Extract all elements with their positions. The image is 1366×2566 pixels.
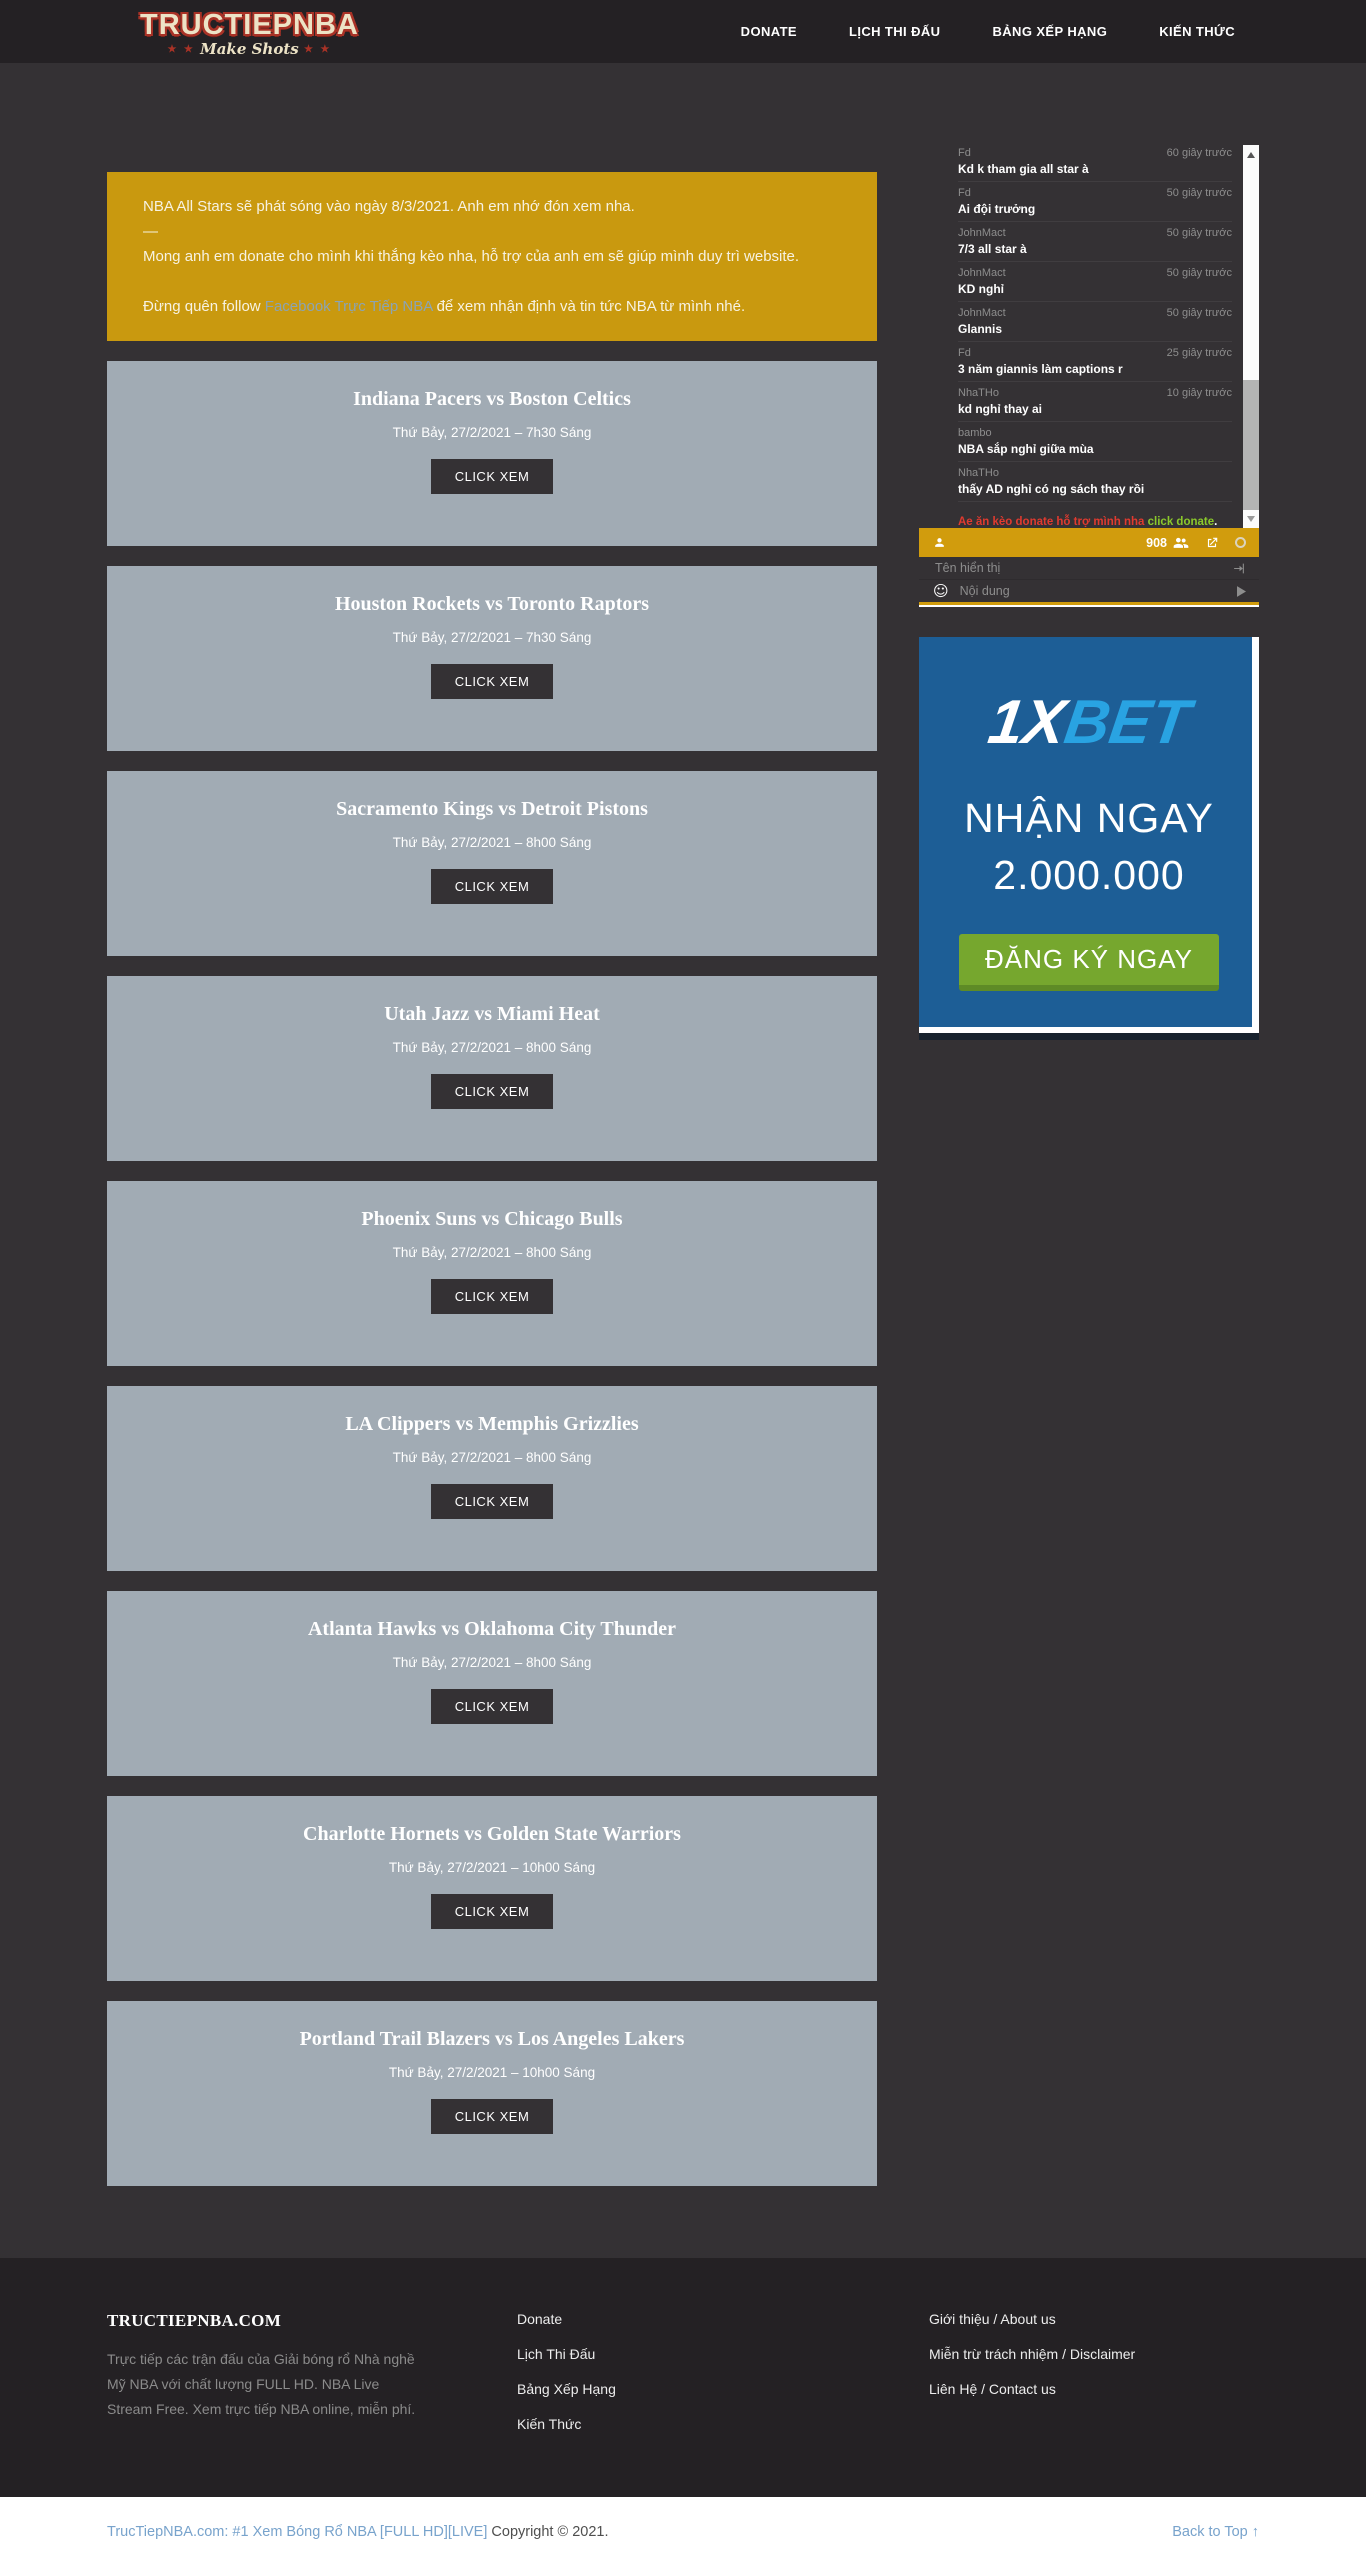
chat-message (958, 142, 1232, 182)
click-xem-button[interactable]: CLICK XEM (431, 2099, 554, 2134)
external-link-icon[interactable] (1205, 536, 1219, 550)
click-xem-button[interactable]: CLICK XEM (431, 664, 554, 699)
chat-text: 3 năm giannis làm captions r (958, 362, 1123, 376)
chat-username: NhaTHo (958, 387, 999, 399)
game-title: Houston Rockets vs Toronto Raptors (334, 593, 650, 615)
game-card (107, 361, 877, 546)
logo-stars-left-icon: ★ ★ (167, 43, 195, 55)
announcement-line3 (143, 294, 841, 319)
footer-link-lich-thi-dau[interactable]: Lịch Thi Đấu (517, 2346, 596, 2362)
game-title: Phoenix Suns vs Chicago Bulls (361, 1208, 623, 1230)
chat-text: Kd k tham gia all star à (958, 162, 1089, 176)
content-area (0, 63, 1366, 2258)
chat-timestamp: 50 giây trước (1166, 307, 1232, 319)
nav-item-kien-thuc[interactable]: KIẾN THỨC (1159, 24, 1235, 39)
game-card (107, 771, 877, 956)
send-icon[interactable] (1237, 586, 1246, 597)
chat-message (958, 382, 1232, 422)
footer-info-column (929, 2311, 1135, 2416)
chat-timestamp: 50 giây trước (1166, 267, 1232, 279)
donate-announcement-text: Ae ăn kèo donate hỗ trợ mình nha (958, 516, 1148, 528)
site-logo[interactable] (140, 7, 359, 57)
game-card (107, 976, 877, 1161)
chat-text: kd nghỉ thay ai (958, 402, 1043, 416)
ad-amount: 2.000.000 (993, 852, 1185, 899)
game-title: Charlotte Hornets vs Golden State Warriors (303, 1823, 681, 1845)
footer-brand: TRUCTIEPNBA.COM (107, 2311, 282, 2330)
nav-item-bang-xep-hang[interactable]: BẢNG XẾP HẠNG (992, 24, 1108, 39)
announcement-divider: — (143, 223, 158, 240)
chat-username: bambo (958, 427, 992, 439)
announcement-line3-prefix: Đừng quên follow (143, 298, 265, 315)
main-nav (741, 24, 1235, 39)
chat-timestamp: 60 giây trước (1166, 147, 1232, 159)
footer-link-bang-xep-hang[interactable]: Bảng Xếp Hạng (517, 2381, 616, 2397)
chat-white-underline (919, 605, 1259, 607)
chat-donate-announcement (958, 512, 1232, 528)
game-datetime: Thứ Bảy, 27/2/2021 – 8h00 Sáng (392, 1245, 592, 1260)
sidebar (919, 142, 1259, 1040)
game-card (107, 1386, 877, 1571)
chat-toolbar (919, 528, 1259, 557)
click-xem-button[interactable]: CLICK XEM (431, 1894, 554, 1929)
footer (0, 2258, 1366, 2497)
1xbet-logo-bet: BET (1060, 688, 1194, 757)
game-datetime: Thứ Bảy, 27/2/2021 – 8h00 Sáng (392, 1655, 592, 1670)
chat-timestamp: 50 giây trước (1166, 227, 1232, 239)
chat-message-list (919, 142, 1259, 528)
main-column (107, 172, 877, 2186)
display-name-input[interactable] (933, 560, 1232, 576)
sign-in-icon[interactable] (1232, 562, 1246, 575)
ad-scrollbar[interactable] (1252, 637, 1259, 1027)
chat-message (958, 462, 1232, 502)
site-home-link[interactable]: TrucTiepNBA.com: #1 Xem Bóng Rổ NBA [FULL HD][LIVE] (107, 2523, 488, 2540)
chat-message (958, 422, 1232, 462)
click-xem-button[interactable]: CLICK XEM (431, 1689, 554, 1724)
announcement-line2: Mong anh em donate cho mình khi thắng kèo nha, hỗ trợ của anh em sẽ giúp mình duy trì website. (143, 248, 800, 265)
chat-text: Ai đội trưởng (958, 202, 1036, 216)
footer-link-contact[interactable]: Liên Hệ / Contact us (929, 2381, 1056, 2397)
scroll-down-icon[interactable] (1243, 510, 1259, 526)
chat-timestamp: 10 giây trước (1166, 387, 1232, 399)
footer-link-kien-thuc[interactable]: Kiến Thức (517, 2416, 582, 2432)
online-count: 908 (1146, 535, 1167, 550)
nav-item-lich-thi-dau[interactable]: LỊCH THI ĐẤU (848, 24, 941, 39)
emoji-icon[interactable]: ☺ (933, 581, 949, 600)
game-datetime: Thứ Bảy, 27/2/2021 – 8h00 Sáng (392, 1040, 592, 1055)
click-xem-button[interactable]: CLICK XEM (431, 459, 554, 494)
chat-username: JohnMact (958, 227, 1006, 239)
game-card (107, 566, 877, 751)
chat-text: NBA sắp nghỉ giữa mùa (958, 442, 1094, 456)
chat-username: Fd (958, 347, 971, 359)
game-datetime: Thứ Bảy, 27/2/2021 – 8h00 Sáng (392, 1450, 592, 1465)
chat-scrollbar[interactable] (1243, 145, 1259, 528)
logo-subtitle-text: Make Shots (200, 39, 299, 58)
chat-username: Fd (958, 187, 971, 199)
chat-username: NhaTHo (958, 467, 999, 479)
game-card (107, 1591, 877, 1776)
click-donate-link[interactable]: click donate (1147, 516, 1215, 528)
announcement-line3-suffix: để xem nhận định và tin tức NBA từ mình nhé. (432, 298, 746, 315)
copyright-line (107, 2524, 609, 2540)
ad-banner-wrap (919, 637, 1259, 1040)
1xbet-logo (919, 637, 1259, 757)
bottom-bar (0, 2497, 1366, 2566)
game-datetime: Thứ Bảy, 27/2/2021 – 8h00 Sáng (392, 835, 592, 850)
header (0, 0, 1366, 63)
game-title: Sacramento Kings vs Detroit Pistons (336, 798, 648, 820)
chat-widget (919, 142, 1259, 607)
game-title: Indiana Pacers vs Boston Celtics (353, 388, 631, 410)
game-datetime: Thứ Bảy, 27/2/2021 – 7h30 Sáng (392, 630, 592, 645)
chat-message (958, 302, 1232, 342)
game-datetime: Thứ Bảy, 27/2/2021 – 10h00 Sáng (388, 1860, 596, 1875)
chat-name-row (919, 557, 1259, 580)
chat-message (958, 222, 1232, 262)
1xbet-ad-banner[interactable] (919, 637, 1259, 1027)
back-to-top-link[interactable]: Back to Top ↑ (1172, 2523, 1259, 2540)
game-card (107, 1796, 877, 1981)
chat-text: KD nghỉ (958, 282, 1004, 296)
announcement-box (107, 172, 877, 341)
person-icon (933, 536, 946, 549)
click-xem-button[interactable]: CLICK XEM (431, 869, 554, 904)
logo-subtitle (140, 39, 359, 58)
footer-about-column (107, 2311, 422, 2422)
register-now-button[interactable]: ĐĂNG KÝ NGAY (959, 934, 1219, 991)
donate-announcement-dot: . (1214, 516, 1218, 528)
facebook-link[interactable]: Facebook Trực Tiếp NBA (264, 298, 433, 315)
chat-username: JohnMact (958, 307, 1006, 319)
chat-username: Fd (958, 147, 971, 159)
click-xem-button[interactable]: CLICK XEM (431, 1074, 554, 1109)
logo-stars-right-icon: ★ ★ (303, 43, 332, 55)
chat-timestamp: 25 giây trước (1166, 347, 1232, 359)
logo-title: TRUCTIEPNBA (140, 8, 359, 41)
nav-item-donate[interactable]: DONATE (740, 24, 797, 39)
announcement-line1: NBA All Stars sẽ phát sóng vào ngày 8/3/2021. Anh em nhớ đón xem nha. (143, 198, 635, 215)
chat-message (958, 182, 1232, 222)
game-datetime: Thứ Bảy, 27/2/2021 – 7h30 Sáng (392, 425, 592, 440)
game-card (107, 2001, 877, 2186)
copyright-text: Copyright © 2021. (487, 2523, 609, 2540)
group-icon (1173, 536, 1189, 549)
game-title: Portland Trail Blazers vs Los Angeles Lakers (299, 2028, 685, 2050)
ad-headline: NHẬN NGAY (964, 795, 1214, 841)
chat-message (958, 342, 1232, 382)
click-xem-button[interactable]: CLICK XEM (431, 1484, 554, 1519)
footer-link-about[interactable]: Giới thiệu / About us (929, 2311, 1056, 2327)
chat-timestamp: 50 giây trước (1166, 187, 1232, 199)
chat-text: 7/3 all star à (958, 242, 1027, 256)
game-datetime: Thứ Bảy, 27/2/2021 – 10h00 Sáng (388, 2065, 596, 2080)
scroll-up-icon[interactable] (1243, 147, 1259, 163)
scrollbar-thumb[interactable] (1243, 380, 1259, 510)
chat-username: JohnMact (958, 267, 1006, 279)
ad-bottom-border (919, 1033, 1259, 1040)
footer-link-disclaimer[interactable]: Miễn trừ trách nhiệm / Disclaimer (929, 2346, 1136, 2362)
game-title: LA Clippers vs Memphis Grizzlies (345, 1413, 639, 1435)
footer-link-donate[interactable]: Donate (517, 2311, 563, 2327)
status-ring-icon[interactable] (1235, 537, 1246, 548)
footer-links-column (517, 2311, 616, 2451)
1xbet-logo-1x: 1X (984, 688, 1070, 757)
game-card (107, 1181, 877, 1366)
game-title: Utah Jazz vs Miami Heat (384, 1003, 600, 1025)
chat-text: Glannis (958, 322, 1003, 336)
chat-message-row (919, 580, 1259, 602)
footer-description: Trực tiếp các trận đấu của Giải bóng rổ Nhà nghề Mỹ NBA với chất lượng FULL HD. NBA Live Stream Free. Xem trực tiếp NBA online, miễn phí. (107, 2351, 416, 2417)
chat-message (958, 262, 1232, 302)
chat-message-input[interactable] (958, 583, 1237, 599)
game-title: Atlanta Hawks vs Oklahoma City Thunder (307, 1618, 677, 1640)
chat-text: thấy AD nghỉ có ng sách thay rồi (958, 482, 1145, 496)
click-xem-button[interactable]: CLICK XEM (431, 1279, 554, 1314)
